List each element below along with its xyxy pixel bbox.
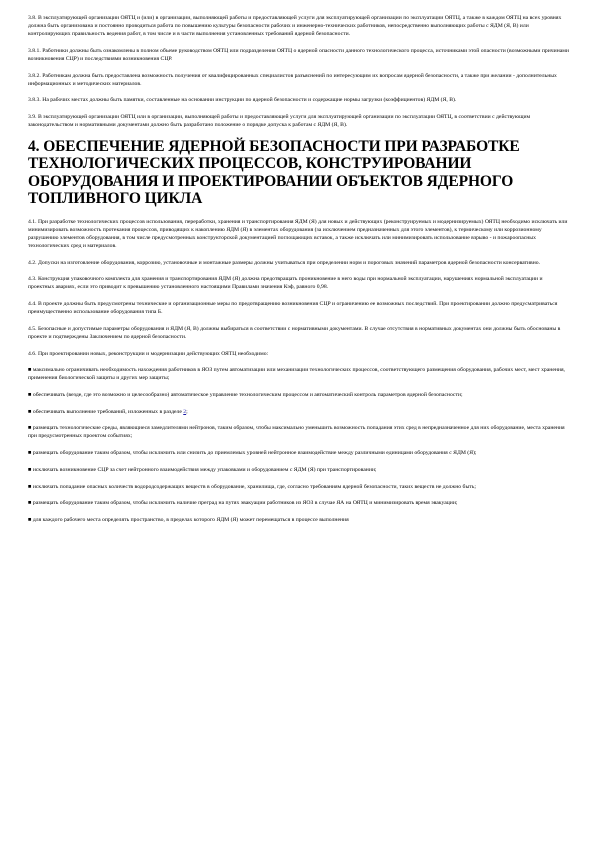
paragraph-3-8-3: 3.8.3. На рабочих местах должны быть памятки, составленные на основании инструкции по ядерной безопасности и содержащие нормы загрузки (коэффициентов) ЯДМ (Я, В). [28, 97, 457, 104]
paragraph-4-6: 4.6. При проектировании новых, реконструкции и модернизации действующих ОЯТЦ необходимо: [28, 350, 269, 357]
list-item-text: для каждого рабочего места определять пространство, в пределах которого ЯДМ (Я) может перемещаться в процессе выполнения [32, 516, 349, 523]
list-item-text: исключать попадание опасных количеств водородсодержащих веществ в оборудование, хранилища, где, согласно требованиям ядерной безопасности, таких веществ не должно быть; [32, 483, 476, 490]
list-item: ■ размещать оборудование таким образом, чтобы исключить наличие преград на путях эвакуации работников из ЯОЗ в случае ЯА на ОЯТЦ и минимизировать время эвакуации; [28, 500, 458, 507]
section-4-heading: 4. ОБЕСПЕЧЕНИЕ ЯДЕРНОЙ БЕЗОПАСНОСТИ ПРИ РАЗРАБОТКЕ ТЕХНОЛОГИЧЕСКИХ ПРОЦЕССОВ, КОНСТРУИРОВАНИИ ОБОРУДОВАНИЯ И ПРОЕКТИРОВАНИИ ОБЪЕКТОВ ЯДЕРНОГО ТОПЛИВНОГО ЦИКЛА [28, 137, 520, 208]
list-item: ■ максимально ограничивать необходимость нахождения работников в ЯОЗ путем автоматизации или механизации технологических процессов, соответствующего размещения оборудования, рабочих мест, мест хранения, применения биологической защиты и других мер защиты; [28, 367, 565, 382]
paragraph-3-8: 3.8. В эксплуатирующей организации ОЯТЦ и (или) в организации, выполняющей работы и предоставляющей услуги для эксплуатирующей организации по эксплуатации ОЯТЦ, а также в каждом ОЯТЦ на всех уровнях должна быть организована и постоянно проводиться работа по повышению культуры безопасности рабочих и инженерно-технических работников, непосредственно выполняющих работы с ЯДМ (Я, В) или контролирующих правильность ведения работ, в том числе и в части выполнения установленных требований ядерной безопасности. [28, 15, 562, 38]
list-item-text: обеспечивать выполнение требований, изложенных в разделе [32, 408, 184, 415]
list-item: ■ исключать попадание опасных количеств водородсодержащих веществ в оборудование, хранилища, где, согласно требованиям ядерной безопасности, таких веществ не должно быть; [28, 483, 476, 490]
list-item: ■ размещать оборудование таким образом, чтобы исключить или снизить до приемлемых уровней нейтронное взаимодействие между различными единицами оборудования с ЯДМ (Я); [28, 450, 477, 457]
paragraph-3-8-1: 3.8.1. Работники должны быть ознакомлены в полном объеме руководством ОЯТЦ или подразделения ОЯТЦ о ядерной опасности данного технологического процесса, источниками этой опасности (возможными причинами возникновения СЦР) и последствиями возникновения СЦР. [28, 47, 569, 62]
paragraph-4-4: 4.4. В проекте должны быть предусмотрены технические и организационные меры по предотвращению возникновения СЦР и ограничению ее возможных последствий. При проектировании должно предусматриваться преимущественно использование оборудования типа Б. [28, 300, 558, 316]
list-item: ■ размещать технологические среды, являющиеся замедлителями нейтронов, таким образом, чтобы максимально уменьшить возможность попадания этих сред в непредназначенное для них оборудование, места хранения при предусмотренных проектом событиях; [28, 425, 565, 440]
list-item-text: исключать возникновение СЦР за счет нейтронного взаимодействия между упаковками и оборудованием с ЯДМ (Я) при транспортировании; [32, 466, 377, 473]
paragraph-4-3: 4.3. Конструкция упаковочного комплекта для хранения и транспортирования ЯДМ (Я) должна предотвращать проникновение в него воды при нормальной эксплуатации, нарушениях нормальной эксплуатации и проектных авариях, если это приводит к превышению установленного настоящими Правилами значения Кэф, равного 0,98. [28, 276, 543, 291]
section-2-link[interactable]: 2 [183, 408, 187, 415]
paragraph-4-1: 4.1. При разработке технологических процессов использования, переработки, хранения и транспортирования ЯДМ (Я) для новых и действующих (реконструируемых и модернизируемых) ОЯТЦ необходимо исключать или минимизировать возможность протекания процессов, приводящих к накоплению ЯДМ (Я) в элементах оборудования (за исключением предназначенных для этого элементов), к термическому или коррозионному разрушению элементов оборудования, в том числе предусмотренных конструкторской документацией поглощающих вставок, а также исключать или минимизировать использование взрыво - и пожароопасных технологических сред и материалов. [28, 218, 568, 249]
paragraph-3-8-2: 3.8.2. Работникам должна быть предоставлена возможность получения от квалифицированных специалистов разъяснений по интересующим их вопросам ядерной безопасности, а также при желании - дополнительных информационных и методических материалов. [28, 72, 557, 87]
paragraph-3-9: 3.9. В эксплуатирующей организации ОЯТЦ или в организации, выполняющей работы и предоставляющей услуги для эксплуатирующей организации по эксплуатации ОЯТЦ, в соответствии с действующим законодательством и нормативными документами должно быть разработано положение о порядке допуска к работам с ЯДМ (Я, В). [28, 114, 531, 129]
list-item: ■ обеспечивать (везде, где это возможно и целесообразно) автоматическое управление технологическим процессом и автоматический контроль параметров ядерной безопасности; [28, 392, 463, 398]
list-item-text: размещать оборудование таким образом, чтобы исключить наличие преград на путях эвакуации работников из ЯОЗ в случае ЯА на ОЯТЦ и минимизировать время эвакуации; [32, 500, 458, 507]
list-item: ■ обеспечивать выполнение требований, изложенных в разделе 2; [28, 408, 188, 415]
list-item: ■ для каждого рабочего места определять пространство, в пределах которого ЯДМ (Я) может перемещаться в процессе выполнения [28, 516, 349, 523]
list-item-text: размещать оборудование таким образом, чтобы исключить или снизить до приемлемых уровней нейтронное взаимодействие между различными единицами оборудования с ЯДМ (Я); [32, 450, 477, 457]
paragraph-4-2: 4.2. Допуски на изготовление оборудования, коррозию, установочные и монтажные размеры должны учитываться при определении норм и пороговых значений параметров ядерной безопасности консервативно. [28, 259, 541, 266]
list-item: ■ исключать возникновение СЦР за счет нейтронного взаимодействия между упаковками и оборудованием с ЯДМ (Я) при транспортировании; [28, 466, 377, 473]
list-item-text: обеспечивать (везде, где это возможно и целесообразно) автоматическое управление технологическим процессом и автоматический контроль параметров ядерной безопасности; [32, 392, 463, 398]
list-item-text: максимально ограничивать необходимость нахождения работников в ЯОЗ путем автоматизации или механизации технологических процессов, соответствующего размещения оборудования, рабочих мест, мест хранения, применения биологической защиты и других мер защиты; [28, 367, 565, 382]
list-item-text: размещать технологические среды, являющиеся замедлителями нейтронов, таким образом, чтобы максимально уменьшить возможность попадания этих сред в непредназначенное для них оборудование, места хранения при предусмотренных проектом событиях; [28, 425, 565, 440]
list-item-suffix: ; [186, 408, 188, 415]
paragraph-4-5: 4.5. Безопасные и допустимые параметры оборудования и ЯДМ (Я, В) должны выбираться в соответствии с нормативными документами. В случае отсутствия в нормативных документах они должны быть обоснованы в проекте и подтверждены Заключением по ядерной безопасности. [28, 325, 561, 340]
